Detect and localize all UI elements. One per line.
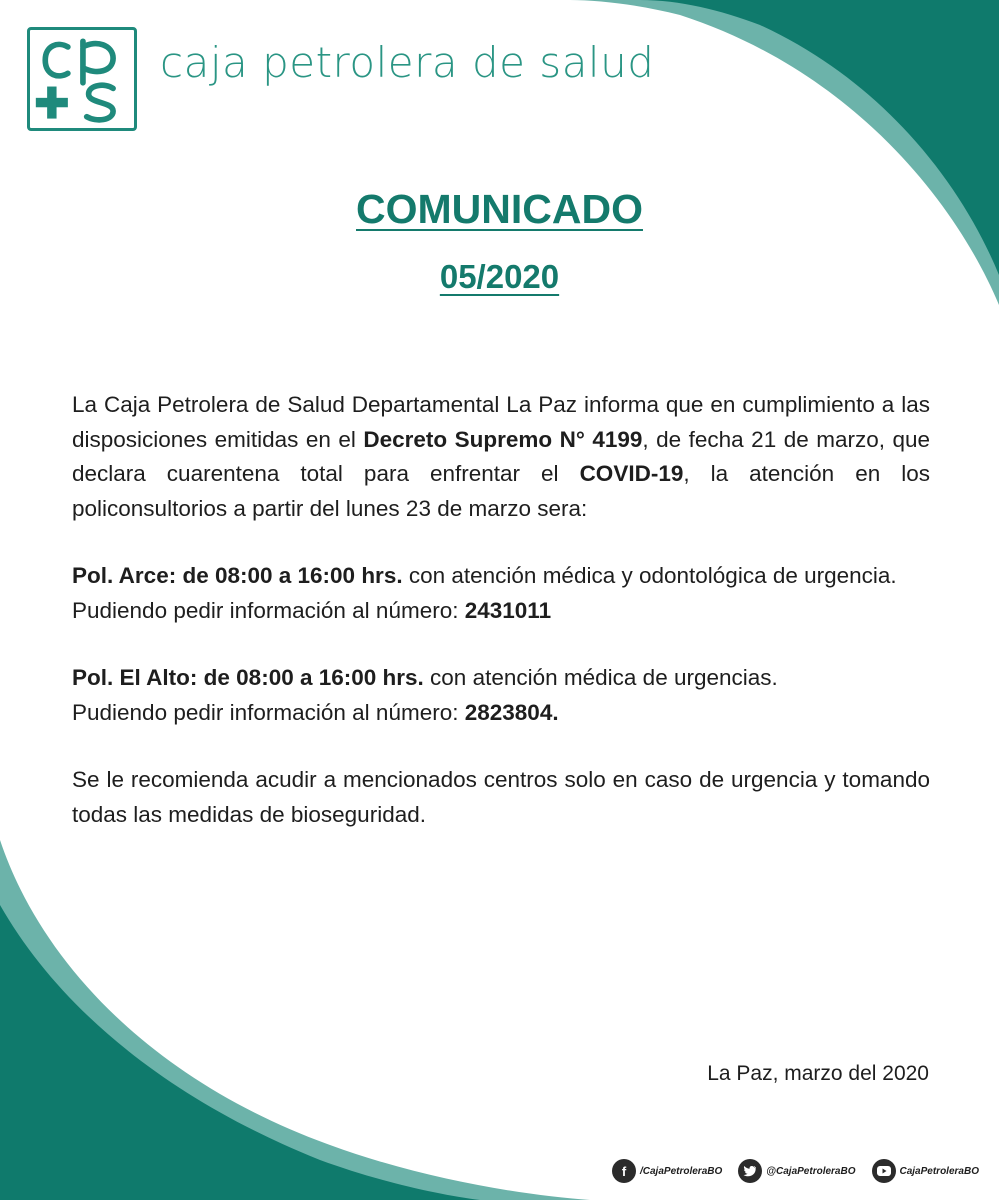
bottom-left-swoosh-dark	[0, 905, 480, 1200]
cps-logo-icon	[30, 30, 134, 128]
covid-reference: COVID-19	[579, 461, 684, 486]
brand-name: caja petrolera de salud	[160, 38, 655, 87]
top-right-swoosh-dark	[640, 0, 999, 275]
paragraph-recommendation: Se le recomienda acudir a mencionados centros solo en caso de urgencia y tomando todas las medidas de bioseguridad.	[72, 767, 930, 827]
social-links	[612, 1156, 989, 1186]
paragraph-intro: La Caja Petrolera de Salud Departamental La Paz informa que en cumplimiento a las disposiciones emitidas en el Decreto Supremo N° 4199, de fecha 21 de marzo, que declara cuarentena total para enfrentar el COVID-19, la atención en los policonsultorios a partir del lunes 23 de marzo sera:	[72, 392, 930, 521]
pol-arce-schedule: Pol. Arce: de 08:00 a 16:00 hrs.	[72, 563, 403, 588]
page-title: COMUNICADO	[356, 186, 643, 232]
facebook-icon: f	[612, 1159, 636, 1183]
youtube-icon	[872, 1159, 896, 1183]
facebook-link[interactable]: f /CajaPetroleraBO	[612, 1159, 722, 1183]
pol-el-alto-schedule: Pol. El Alto: de 08:00 a 16:00 hrs.	[72, 665, 424, 690]
communique-body	[72, 388, 930, 832]
twitter-icon	[738, 1159, 762, 1183]
communique-number: 05/2020	[439, 258, 560, 295]
paragraph-pol-arce: Pol. Arce: de 08:00 a 16:00 hrs. con atención médica y odontológica de urgencia. Pudiendo pedir información al número: 2431011	[72, 563, 897, 623]
logo	[27, 27, 137, 131]
decree-reference: Decreto Supremo N° 4199	[363, 426, 643, 452]
paragraph-pol-el-alto: Pol. El Alto: de 08:00 a 16:00 hrs. con atención médica de urgencias. Pudiendo pedir información al número: 2823804.	[72, 665, 778, 725]
youtube-link[interactable]: CajaPetroleraBO	[872, 1159, 979, 1183]
closing-date: La Paz, marzo del 2020	[707, 1062, 929, 1085]
twitter-link[interactable]: @CajaPetroleraBO	[738, 1159, 855, 1183]
pol-el-alto-phone: 2823804.	[464, 699, 559, 725]
pol-arce-phone: 2431011	[464, 597, 552, 623]
